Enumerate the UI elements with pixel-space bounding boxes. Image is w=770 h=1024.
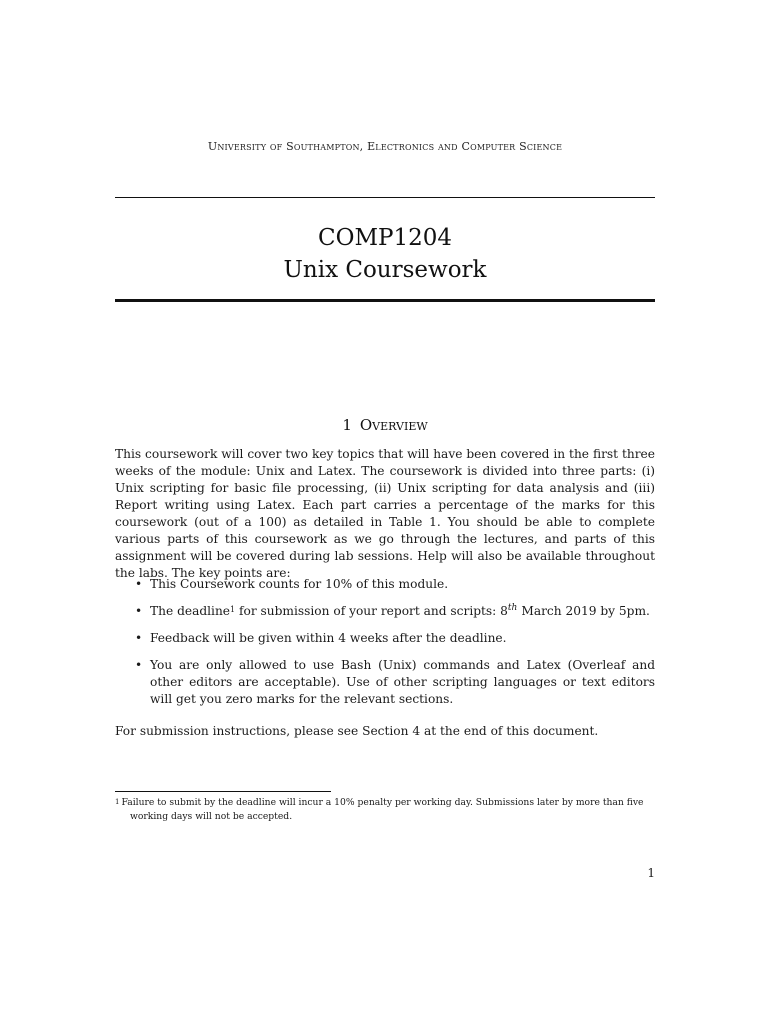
course-title: Unix Coursework xyxy=(283,257,487,283)
key-points-list xyxy=(115,576,655,718)
bullet-icon: • xyxy=(135,577,143,591)
bullet-icon: • xyxy=(135,604,143,618)
ordinal-superscript: th xyxy=(507,603,518,613)
institution-header: University of Southampton, Electronics and Computer Science xyxy=(207,140,563,153)
footnote xyxy=(115,796,655,824)
list-item-text: Feedback will be given within 4 weeks after the deadline. xyxy=(150,631,507,645)
bullet-icon: • xyxy=(135,631,143,645)
section-number: 1 xyxy=(342,416,352,434)
title-top-rule xyxy=(115,197,655,198)
list-item xyxy=(115,657,655,708)
title-block xyxy=(115,222,655,286)
overview-paragraph: This coursework will cover two key topics that will have been covered in the first three weeks of the module: Unix and Latex. The coursework is divided into three parts: (i) Unix scripting for basic file processing, (ii) Unix scripting for data analysis and (iii) Report writing using Latex. Each part carries a percentage of the marks for this coursework (out of a 100) as detailed in Table 1. You should be able to complete various parts of this coursework as we go through the lectures, and parts of this assignment will be covered during lab sessions. Help will also be available throughout the labs. The key points are: xyxy=(115,447,655,580)
list-item-text: You are only allowed to use Bash (Unix) commands and Latex (Overleaf and other editors are acceptable). Use of other scripting languages or text editors will get you zero marks for the relevant sections. xyxy=(150,658,655,706)
list-item-text: This Coursework counts for 10% of this module. xyxy=(150,577,449,591)
list-item-text-pre: The deadline xyxy=(150,604,231,618)
footnote-text-line1: Failure to submit by the deadline will incur a 10% penalty per working day. Submissions later by more than five xyxy=(121,797,644,808)
section-title: Overview xyxy=(359,416,428,434)
footnote-text-line2: working days will not be accepted. xyxy=(130,811,293,822)
list-item xyxy=(115,630,655,647)
footnote-rule xyxy=(115,791,331,792)
list-item-text-post: March 2019 by 5pm. xyxy=(521,604,650,618)
footnote-mark: 1 xyxy=(115,798,120,806)
list-item xyxy=(115,603,655,620)
section-heading xyxy=(115,416,655,434)
page-number: 1 xyxy=(647,866,655,880)
bullet-icon: • xyxy=(135,658,143,672)
list-item-text-mid: for submission of your report and scripts: 8 xyxy=(235,604,508,618)
submission-instructions: For submission instructions, please see Section 4 at the end of this document. xyxy=(115,724,599,738)
list-item xyxy=(115,576,655,593)
footnote-reference[interactable]: 1 xyxy=(230,605,236,614)
title-bottom-rule xyxy=(115,299,655,302)
course-code: COMP1204 xyxy=(317,225,452,251)
